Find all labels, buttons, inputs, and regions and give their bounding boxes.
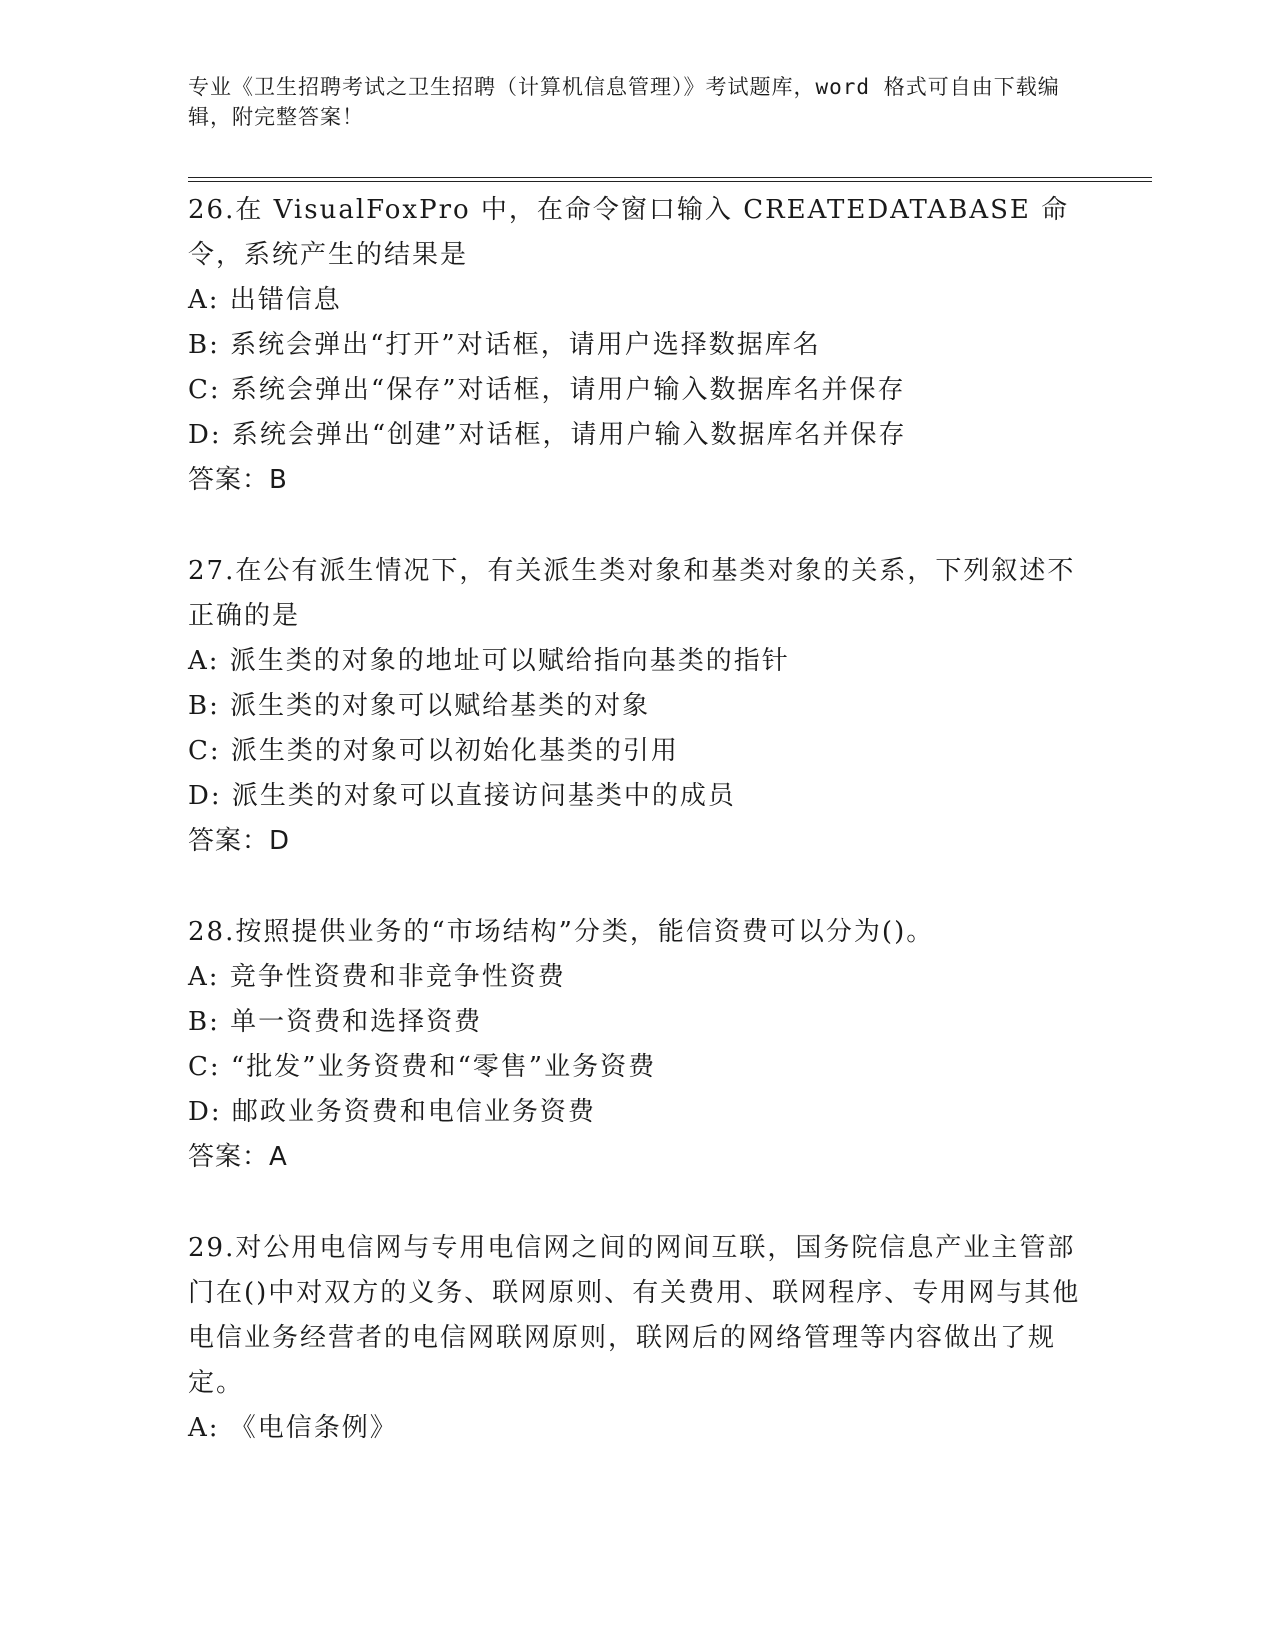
option-a: A: 派生类的对象的地址可以赋给指向基类的指针 — [188, 646, 790, 676]
option-a: A: 出错信息 — [188, 285, 342, 315]
question-text: 28.按照提供业务的“市场结构”分类，能信资费可以分为()。 — [188, 917, 935, 947]
question-list — [188, 188, 1088, 1451]
answer: 答案：D — [188, 826, 291, 856]
option-b: B: 单一资费和选择资费 — [188, 1007, 483, 1037]
option-c: C: “批发”业务资费和“零售”业务资费 — [188, 1052, 657, 1082]
option-a: A: 竞争性资费和非竞争性资费 — [188, 962, 566, 992]
question-text: 27.在公有派生情况下，有关派生类对象和基类对象的关系，下列叙述不正确的是 — [188, 556, 1076, 631]
option-d: D: 系统会弹出“创建”对话框，请用户输入数据库名并保存 — [188, 420, 907, 450]
document-header: 专业《卫生招聘考试之卫生招聘（计算机信息管理）》考试题库，word 格式可自由下载编辑，附完整答案！ — [188, 75, 1060, 129]
question-text: 26.在 VisualFoxPro 中，在命令窗口输入 CREATEDATABASE 命令，系统产生的结果是 — [188, 195, 1070, 270]
answer: 答案：B — [188, 465, 288, 495]
option-c: C: 派生类的对象可以初始化基类的引用 — [188, 736, 679, 766]
option-b: B: 系统会弹出“打开”对话框，请用户选择数据库名 — [188, 330, 821, 360]
option-a: A: 《电信条例》 — [188, 1413, 398, 1443]
question-text: 29.对公用电信网与专用电信网之间的网间互联，国务院信息产业主管部门在()中对双方的义务、联网原则、有关费用、联网程序、专用网与其他电信业务经营者的电信网联网原则，联网后的网络管理等内容做出了规定。 — [188, 1233, 1081, 1398]
question-26 — [188, 188, 1088, 503]
question-29 — [188, 1226, 1088, 1451]
option-b: B: 派生类的对象可以赋给基类的对象 — [188, 691, 651, 721]
question-28 — [188, 910, 1088, 1180]
option-d: D: 邮政业务资费和电信业务资费 — [188, 1097, 596, 1127]
header-divider-top — [188, 177, 1152, 178]
header-divider-bottom — [188, 181, 1152, 182]
question-27 — [188, 549, 1088, 864]
option-c: C: 系统会弹出“保存”对话框，请用户输入数据库名并保存 — [188, 375, 906, 405]
answer: 答案：A — [188, 1142, 288, 1172]
option-d: D: 派生类的对象可以直接访问基类中的成员 — [188, 781, 736, 811]
